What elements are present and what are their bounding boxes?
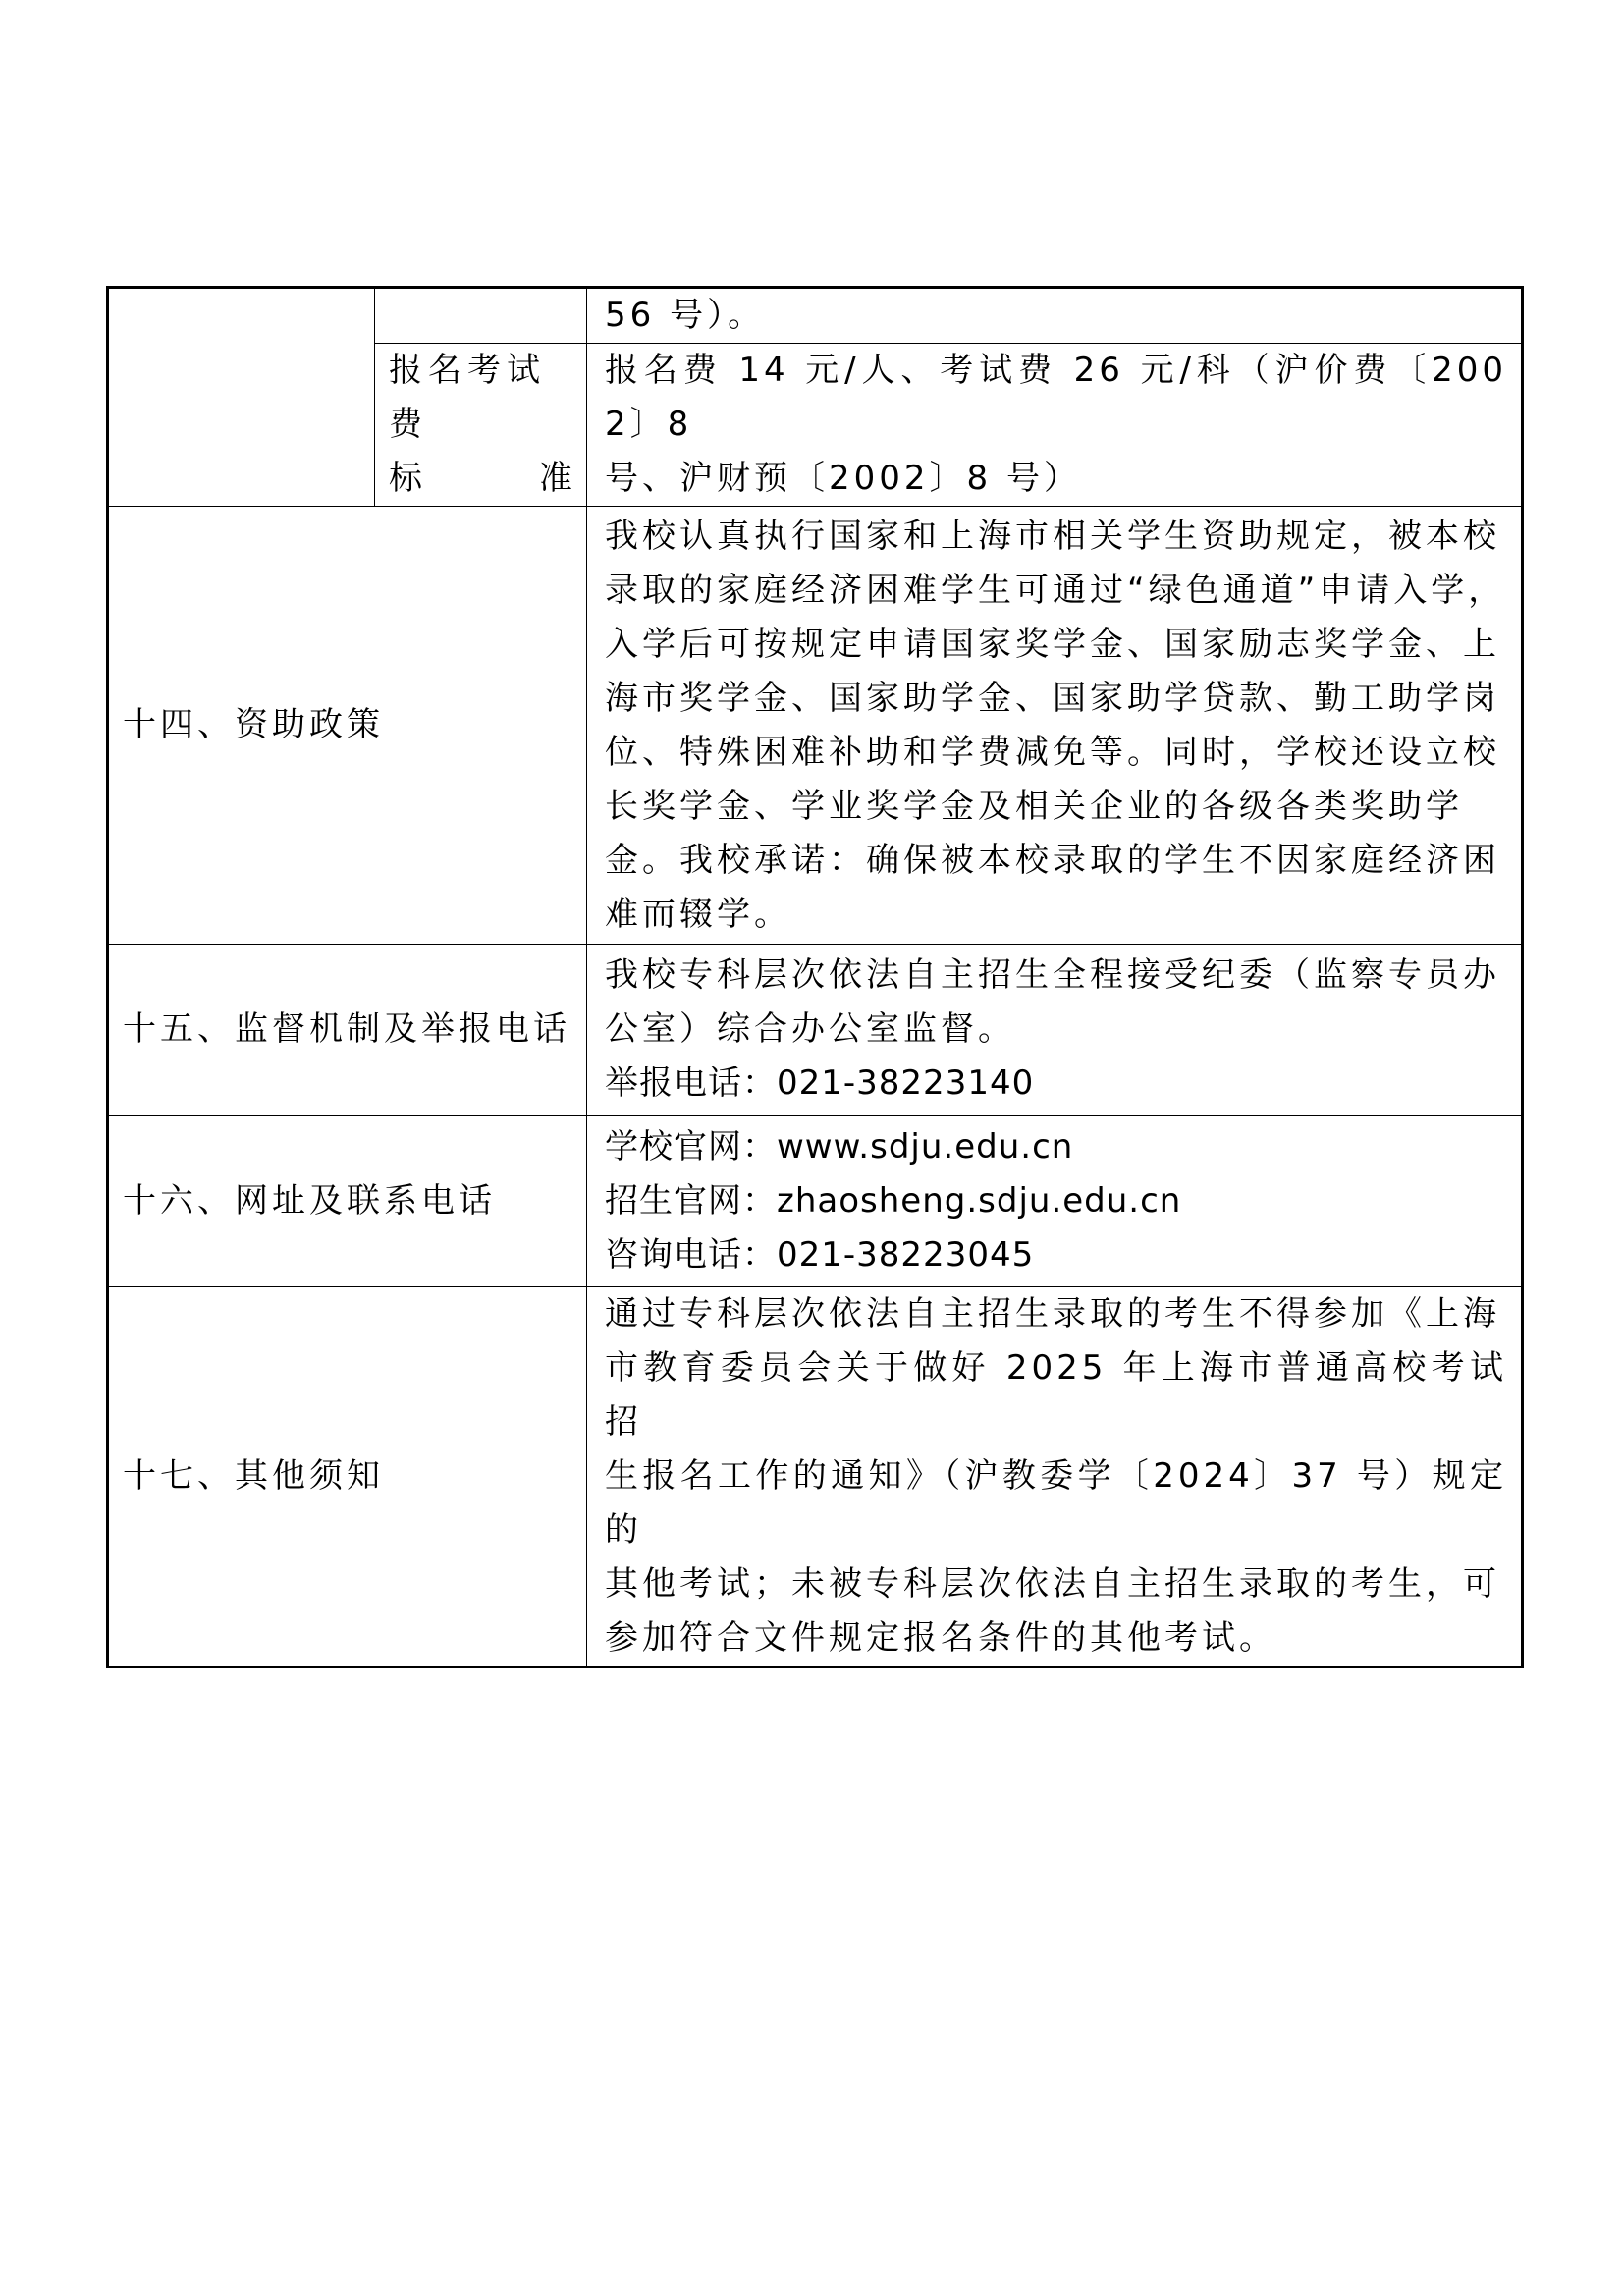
section-label: 十七、其他须知 (123, 1456, 384, 1496)
section-row-contact (108, 1116, 1523, 1287)
section-text-line: 海市奖学金、国家助学金、国家助学贷款、勤工助学岗 (605, 678, 1500, 718)
fee-text-cell (587, 344, 1523, 507)
section-text-line: 难而辍学。 (605, 894, 791, 934)
section-text-cell (587, 1287, 1523, 1667)
section-row-supervision (108, 945, 1523, 1116)
section-text-line: 公室）综合办公室监督。 (605, 1010, 1015, 1049)
section-text-line: 位、特殊困难补助和学费减免等。同时，学校还设立校 (605, 732, 1500, 772)
fee-label-line2-right: 准 (539, 459, 572, 498)
section-text-cell (587, 507, 1523, 945)
section-text-line: 金。我校承诺：确保被本校录取的学生不因家庭经济困 (605, 840, 1500, 880)
fee-label-cell (375, 344, 587, 507)
continuation-row (108, 288, 1523, 344)
section-label-cell (108, 507, 587, 945)
section-text-cell (587, 1116, 1523, 1287)
continuation-section-cell (108, 288, 375, 507)
fee-label-line2 (389, 452, 572, 506)
section-text-line: 录取的家庭经济困难学生可通过“绿色通道”申请入学， (605, 570, 1506, 610)
section-label-cell (108, 945, 587, 1116)
section-label: 十六、网址及联系电话 (123, 1180, 496, 1221)
fee-text-line: 报名费 14 元/人、考试费 26 元/科（沪价费〔2002〕8 (605, 351, 1507, 444)
section-text-line: 长奖学金、学业奖学金及相关企业的各级各类奖助学 (605, 786, 1463, 826)
school-website-line: 学校官网：www.sdju.edu.cn (605, 1126, 1074, 1167)
continuation-sublabel-cell (375, 288, 587, 344)
continuation-text-line: 56 号）。 (605, 296, 766, 335)
fee-label-line1: 报名考试费 (389, 351, 546, 444)
report-phone-line: 举报电话：021-38223140 (605, 1064, 1035, 1103)
section-row-other-notes (108, 1287, 1523, 1667)
section-label: 十五、监督机制及举报电话 (123, 1010, 570, 1049)
continuation-text-cell (587, 288, 1523, 344)
fee-text-line: 号、沪财预〔2002〕8 号） (605, 459, 1081, 498)
section-text-line: 生报名工作的通知》（沪教委学〔2024〕37 号）规定的 (605, 1456, 1507, 1550)
section-text-line: 其他考试；未被专科层次依法自主招生录取的考生，可 (605, 1564, 1500, 1604)
section-text-line: 通过专科层次依法自主招生录取的考生不得参加《上海 (605, 1294, 1500, 1334)
fee-label-line2-left: 标 (389, 459, 422, 498)
section-text-line: 市教育委员会关于做好 2025 年上海市普通高校考试招 (605, 1348, 1507, 1442)
section-text-line: 入学后可按规定申请国家奖学金、国家励志奖学金、上 (605, 624, 1500, 664)
section-label-cell (108, 1287, 587, 1667)
admissions-info-table (106, 286, 1524, 1668)
section-text-line: 我校认真执行国家和上海市相关学生资助规定，被本校 (605, 516, 1500, 556)
section-text-line: 我校专科层次依法自主招生全程接受纪委（监察专员办 (605, 956, 1500, 995)
section-text-cell (587, 945, 1523, 1116)
section-row-financial-aid (108, 507, 1523, 945)
inquiry-phone-line: 咨询电话：021-38223045 (605, 1234, 1035, 1275)
section-text-line: 参加符合文件规定报名条件的其他考试。 (605, 1618, 1276, 1658)
section-label: 十四、资助政策 (123, 705, 384, 744)
admissions-website-line: 招生官网：zhaosheng.sdju.edu.cn (605, 1180, 1182, 1221)
section-label-cell (108, 1116, 587, 1287)
